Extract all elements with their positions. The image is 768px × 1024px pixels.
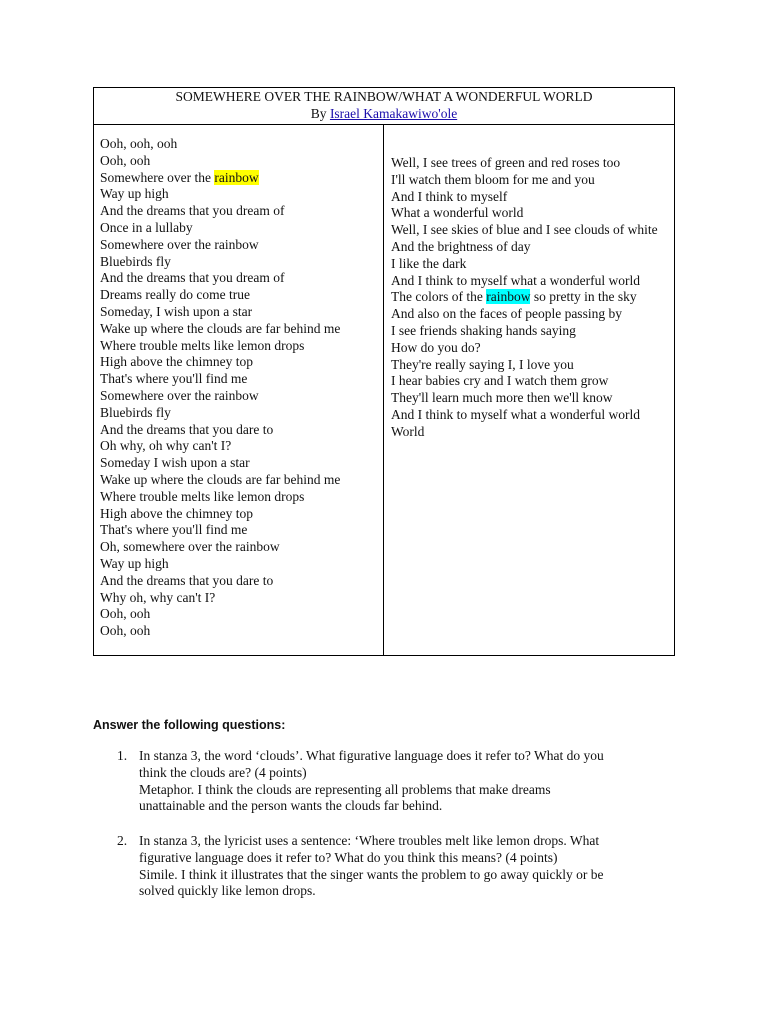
lyric-line: Wake up where the clouds are far behind me — [100, 320, 341, 336]
lyric-line-text: so pretty in the sky — [530, 289, 637, 305]
lyric-line: World — [391, 423, 425, 439]
lyric-line: And I think to myself what a wonderful world — [391, 272, 640, 288]
question-1 — [117, 748, 682, 815]
lyric-line: And I think to myself — [391, 188, 508, 204]
lyric-line: And the dreams that you dare to — [100, 572, 274, 588]
lyric-line: Ooh, ooh — [100, 623, 151, 639]
answer-line: solved quickly like lemon drops. — [139, 883, 316, 899]
lyric-line: I see friends shaking hands saying — [391, 322, 576, 338]
lyric-line: Somewhere over the rainbow — [100, 387, 259, 403]
lyric-line: Bluebirds fly — [100, 253, 171, 269]
answer-line: Metaphor. I think the clouds are representing all problems that make dreams — [139, 781, 551, 797]
lyric-line: Wake up where the clouds are far behind me — [100, 471, 341, 487]
question-number: 1. — [117, 748, 128, 763]
lyric-line: Dreams really do come true — [100, 287, 250, 303]
question-2 — [117, 833, 682, 900]
lyric-line: I hear babies cry and I watch them grow — [391, 373, 609, 389]
highlighted-word-rainbow: rainbow — [214, 169, 259, 185]
lyrics-column-left — [94, 125, 384, 655]
byline — [94, 106, 674, 123]
lyrics-table — [93, 87, 675, 656]
lyric-line: Where trouble melts like lemon drops — [100, 488, 305, 504]
lyric-line-text: Somewhere over the — [100, 169, 215, 185]
lyric-line: That's where you'll find me — [100, 371, 248, 387]
lyric-line: I'll watch them bloom for me and you — [391, 171, 595, 187]
lyric-line: And the dreams that you dare to — [100, 421, 274, 437]
question-prompt-line: think the clouds are? (4 points) — [139, 764, 307, 780]
question-number: 2. — [117, 833, 128, 848]
highlighted-word-rainbow: rainbow — [486, 289, 531, 305]
lyric-line: Someday I wish upon a star — [100, 455, 250, 471]
lyric-line: And the brightness of day — [391, 238, 531, 254]
lyric-line: Way up high — [100, 186, 169, 202]
lyric-line-text: The colors of the — [391, 289, 487, 305]
lyric-line: Ooh, ooh — [100, 606, 151, 622]
lyric-line: They're really saying I, I love you — [391, 356, 574, 372]
lyric-line: Oh, somewhere over the rainbow — [100, 539, 280, 555]
lyric-line: And the dreams that you dream of — [100, 203, 285, 219]
lyric-line: Ooh, ooh, ooh — [100, 136, 178, 151]
question-prompt-line: figurative language does it refer to? What do you think this means? (4 points) — [139, 849, 558, 865]
lyric-line: High above the chimney top — [100, 505, 253, 521]
song-title: SOMEWHERE OVER THE RAINBOW/WHAT A WONDERFUL WORLD — [175, 89, 593, 104]
lyric-line: High above the chimney top — [100, 354, 253, 370]
lyric-line: Somewhere over the rainbow — [100, 236, 259, 252]
answer-line: unattainable and the person wants the clouds far behind. — [139, 798, 443, 814]
lyric-line: Well, I see skies of blue and I see clouds of white — [391, 222, 658, 238]
by-label: By — [310, 105, 327, 121]
lyric-line: Someday, I wish upon a star — [100, 303, 253, 319]
lyric-line — [391, 289, 674, 306]
table-header — [94, 88, 674, 125]
lyric-line: And also on the faces of people passing by — [391, 306, 622, 322]
question-prompt-line: In stanza 3, the lyricist uses a sentence: ‘Where troubles melt like lemon drops. What — [139, 833, 600, 848]
lyric-line: Way up high — [100, 555, 169, 571]
lyric-line: That's where you'll find me — [100, 522, 248, 538]
lyrics-column-right — [384, 125, 674, 655]
lyric-line: And I think to myself what a wonderful world — [391, 406, 640, 422]
answer-line: Simile. I think it illustrates that the singer wants the problem to go away quickly or be — [139, 866, 604, 882]
lyric-line: How do you do? — [391, 339, 481, 355]
question-prompt-line: In stanza 3, the word ‘clouds’. What figurative language does it refer to? What do you — [139, 748, 604, 763]
author-link[interactable]: Israel Kamakawiwo'ole — [329, 105, 458, 121]
lyric-line: And the dreams that you dream of — [100, 270, 285, 286]
lyric-line: Where trouble melts like lemon drops — [100, 337, 305, 353]
questions-heading: Answer the following questions: — [93, 718, 286, 732]
lyric-line: Why oh, why can't I? — [100, 589, 216, 605]
lyric-line: Once in a lullaby — [100, 219, 193, 235]
lyric-line: They'll learn much more then we'll know — [391, 390, 613, 406]
lyric-line: What a wonderful world — [391, 205, 524, 221]
lyric-line: Ooh, ooh — [100, 152, 151, 168]
lyric-line: Oh why, oh why can't I? — [100, 438, 232, 454]
lyric-line — [100, 170, 383, 187]
lyric-line: Well, I see trees of green and red roses too — [391, 155, 621, 170]
lyric-line: Bluebirds fly — [100, 404, 171, 420]
lyric-line: I like the dark — [391, 255, 467, 271]
